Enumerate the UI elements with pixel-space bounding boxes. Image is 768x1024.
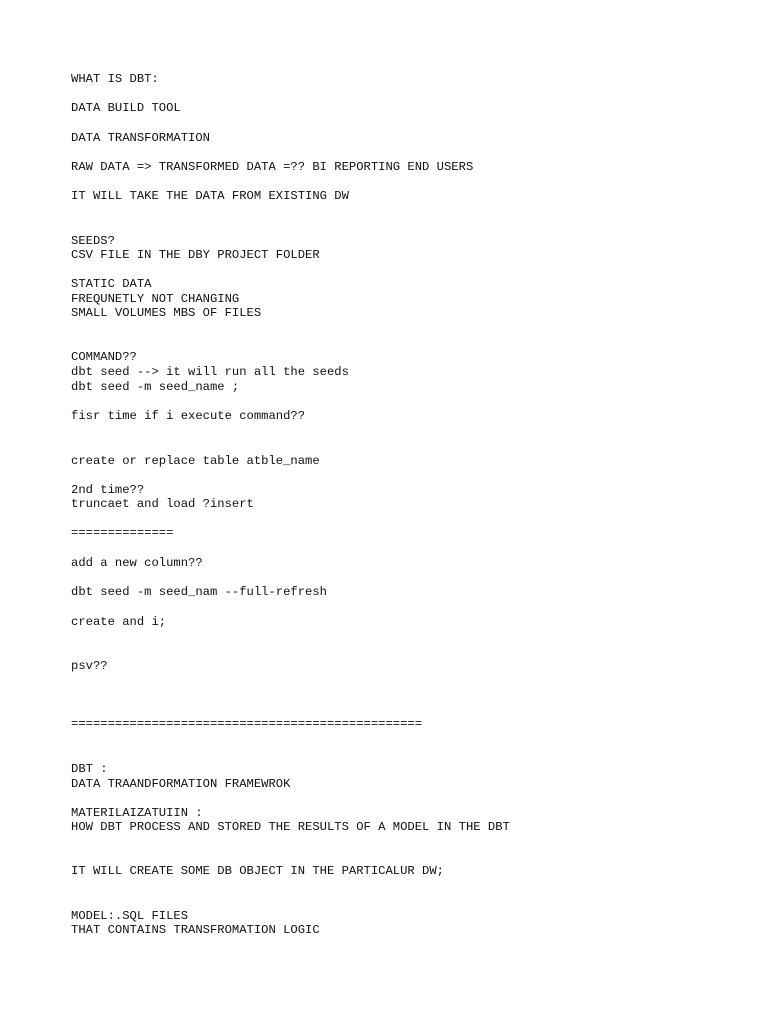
text-line: COMMAND?? <box>71 350 137 364</box>
text-line: dbt seed --> it will run all the seeds <box>71 365 349 379</box>
text-line: DATA BUILD TOOL <box>71 101 181 115</box>
text-line: SMALL VOLUMES MBS OF FILES <box>71 306 262 320</box>
text-line: STATIC DATA <box>71 277 152 291</box>
text-line: create and i; <box>71 615 167 629</box>
text-line: WHAT IS DBT: <box>71 72 159 86</box>
text-line: MATERILAIZATUIIN : <box>71 806 203 820</box>
text-line: dbt seed -m seed_name ; <box>71 380 240 394</box>
text-line: SEEDS? <box>71 234 115 248</box>
text-line: CSV FILE IN THE DBY PROJECT FOLDER <box>71 248 320 262</box>
text-line: truncaet and load ?insert <box>71 497 254 511</box>
text-line: 2nd time?? <box>71 483 145 497</box>
text-line: add a new column?? <box>71 556 203 570</box>
text-line: MODEL:.SQL FILES <box>71 909 189 923</box>
text-line: create or replace table atble_name <box>71 454 320 468</box>
text-line: HOW DBT PROCESS AND STORED THE RESULTS OF A MODEL IN THE DBT <box>71 820 510 834</box>
text-line: DATA TRAANDFORMATION FRAMEWROK <box>71 777 291 791</box>
text-line: THAT CONTAINS TRANSFROMATION LOGIC <box>71 923 320 937</box>
text-line: DBT : <box>71 762 108 776</box>
text-line: dbt seed -m seed_nam --full-refresh <box>71 585 327 599</box>
text-line: ============== <box>71 526 174 540</box>
text-line: RAW DATA => TRANSFORMED DATA =?? BI REPORTING END USERS <box>71 160 474 174</box>
text-line: IT WILL CREATE SOME DB OBJECT IN THE PARTICALUR DW; <box>71 864 444 878</box>
text-line: psv?? <box>71 659 108 673</box>
text-line: fisr time if i execute command?? <box>71 409 306 423</box>
text-line: FREQUNETLY NOT CHANGING <box>71 292 240 306</box>
text-line: IT WILL TAKE THE DATA FROM EXISTING DW <box>71 189 349 203</box>
text-line: DATA TRANSFORMATION <box>71 131 210 145</box>
text-line: ================================================ <box>71 717 423 731</box>
